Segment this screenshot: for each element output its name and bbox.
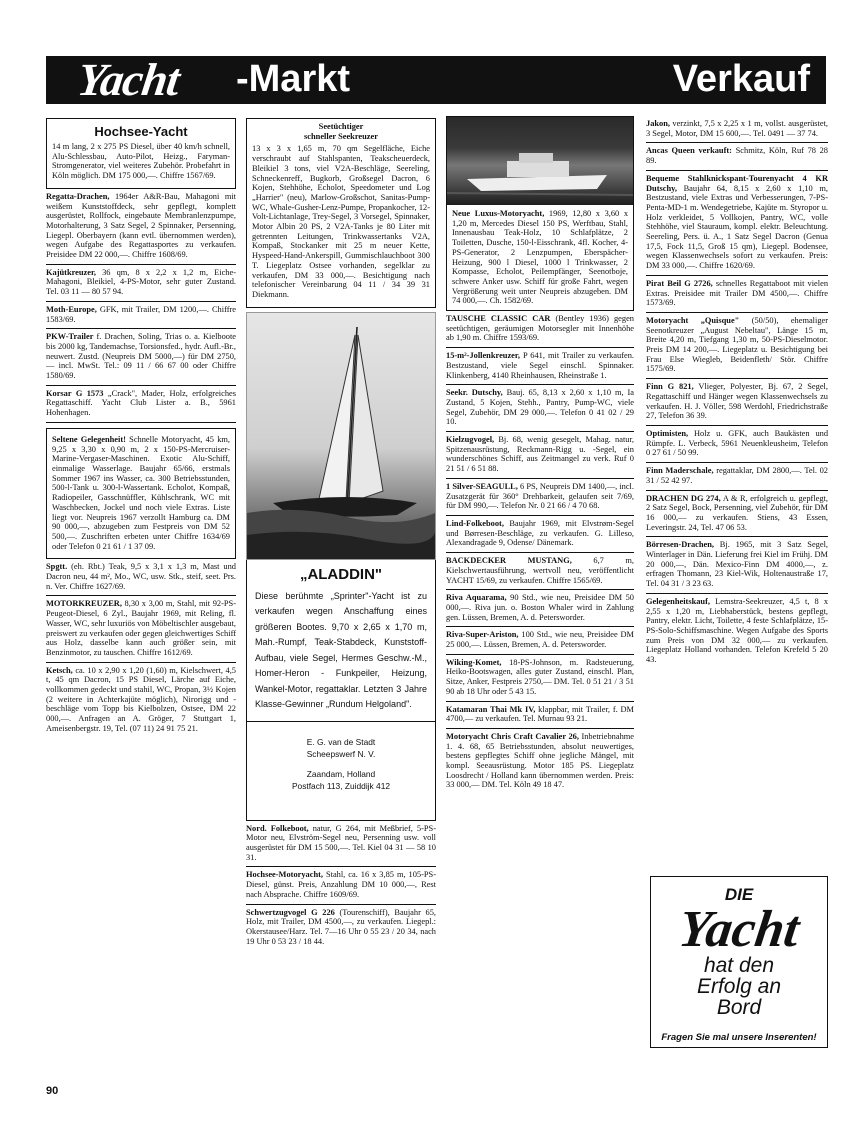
ad-text: (Tourenschiff), Baujahr 65, Holz, mit Trailer, DM 4500,—, zu verkaufen. Liegepl.: Okerstausee/Harz. Tel. 7—16 Uhr 0 55 23 / 20 34, nach 19 Uhr 0 53 23 / 18 44. <box>246 907 436 946</box>
ad-head: 15-m²-Jollenkreuzer, <box>446 351 520 361</box>
ad-head: Motoryacht Chris Craft Cavalier 26, <box>446 731 579 741</box>
ad-title-line1: Seetüchtiger <box>318 122 364 131</box>
classified-ad <box>446 627 634 654</box>
ad-text: (eh. Rbt.) Teak, 9,5 x 3,1 x 1,3 m, Mast und Dacron neu, 44 m², Mo., WC, usw. Stk., steif, seet. Prs. n. Ver. Chiffre 1627/69. <box>46 562 236 591</box>
column-2 <box>246 116 436 1082</box>
ad-head: TAUSCHE CLASSIC CAR <box>446 314 551 324</box>
yacht-promo-box <box>650 876 828 1048</box>
ad-head: Spgtt. <box>46 562 68 572</box>
ad-text: Bauj. 65, 8,13 x 2,60 x 1,10 m, Ia Zustand, 5 Kojen, Stehh., Pantry, Pump-WC, viele Segel, Zubehör, DM 29 000,—. Telefon 0 41 02 / 29 10. <box>446 388 634 427</box>
ad-head: Bequeme Stahlknickspant-Tourenyacht 4 KR Dutschy, <box>646 173 828 193</box>
ad-text: 13 x 3 x 1,65 m, 70 qm Segelfläche, Eiche verschraubt auf Stahlspanten, Teakscheuerdeck, Bleikiel 3 tons, viel V2A-Beschläge, Seereling, Schneckenreff, Bugkorb, Großsegel Dacron, 6 Kojen, Stehhöhe, Echolot, Speedometer und Log „Harrier" (neu), Marlow-Großschot, Sanitas-Pump-WC, Whale-Gusher-Lenz-Pumpe, Propankocher, 12-Volt-Lichtanlage, Trey-Segel, 3 Vorsegel, Spinnaker, Motor Albin 20 PS, 2 V2A-Tanks je 80 Liter mit getrennten Leitungen, Trinkwassertanks V2A, Kompaß, Stockanker mit 25 m neuer Kette, Hyspeed-Hand-Ankerspill, Gummischlauchboot 300 T. Liegeplatz Ostsee vorhanden, segelklar zu verkaufen, DM 33 000,—. Besichtigung nach telefonischer Vereinbarung 04 11 / 34 39 31 Diekmann. <box>252 144 430 299</box>
ad-text: 14 m lang, 2 x 275 PS Diesel, über 40 km/h schnell, Alu-Schlessbau, Auto-Pilot, Heizg., Faryman-Stromgenerator, viel weiteres Zubehör. Probefahrt in Köln möglich. DM 175 000,—. Chiffre 1567/69. <box>52 142 230 181</box>
promo-line-1: hat den <box>703 954 775 977</box>
ad-text: Bj. 1965, mit 3 Satz Segel, Winterlager in Dän. Lieferung frei Kiel im Frühj. DM 20 000,—, Dän. Mexico-Finn DM 4000,—, z. erfragen Thomann, 23 Kiel-Wik, Holtenaustraße 17, Tel. 04 31 / 3 23 63. <box>646 540 828 589</box>
promo-footer: Fragen Sie mal unsere Inserenten! <box>661 1032 817 1043</box>
contact-city: Zaandam, Holland <box>306 768 376 779</box>
classified-ad <box>646 276 828 313</box>
ad-head: Ancas Queen verkauft: <box>646 146 732 156</box>
ad-text: GFK, mit Trailer, DM 1200,—. Chiffre 1583/69. <box>46 304 236 324</box>
ad-head: Wiking-Komet, <box>446 657 502 667</box>
ad-head: Kielzugvogel, <box>446 435 495 445</box>
page-banner <box>46 56 826 104</box>
classified-ad <box>46 265 236 302</box>
ad-head: Nord. Folkeboot, <box>246 823 309 833</box>
sailboat-illustration <box>247 313 435 559</box>
ad-text: „Crack", Mader, Holz, erfolgreiches Regattaschiff. Yacht Club Lister a. B., 5961 Hohenhagen. <box>46 388 236 418</box>
classified-ad <box>46 302 236 329</box>
contact-address: Postfach 113, Zuiddijk 412 <box>291 780 391 791</box>
ad-text: 8,30 x 3,00 m, Stahl, mit 92-PS-Peugeot-Diesel, 6 Zyl., Baujahr 1969, mit Reling, fl. Wasser, WC, sehr luxuriös von Möbeltischler ausgebaut, preiswert zu verkaufen oder gegen gleichwertiges Schiff aus Holz, dasselbe kann auch größer sein, mit Benzinmotor, zu tauschen. Chiffre 1612/69. <box>46 599 236 657</box>
ad-text: f. Drachen, Soling, Trias o. a. Kielboote bis 2000 kg, Tandemachse, Torsionsfed., hydr. Aufl.-Br., neuwert. Zustd. (Neupreis DM 5000,—) für DM 2750,— incl. MwSt. Tel.: 09 11 / 66 67 00 oder Chiffre 1580/69. <box>46 332 236 381</box>
ad-text: (Bentley 1936) gegen seetüchtigen, geräumigen Motorsegler mit Innenhöhe ab 1,90 m. Chiffre 1593/69. <box>446 314 634 343</box>
ad-text: A & R, erfolgreich u. gepflegt, 2 Satz Segel, Bock, Persenning, viel Zubehör, für DM 16 000,— zu verkaufen. Stiens, 43 Essen, Leveringstr. 24, Tel. 47 06 53. <box>646 493 828 532</box>
aladdin-ad <box>246 560 436 722</box>
promo-die: DIE <box>724 885 754 904</box>
ad-text: natur, G 264, mit Meßbrief, 5-PS-Motor neu, Elvström-Segel neu, Persenning usw. voll ausgerüstet für DM 15 500,—. Tel. Kiel 04 31 — 58 10 31. <box>246 823 436 862</box>
sailboat-photo <box>246 312 436 560</box>
ad-head: 1 Silver-SEAGULL, <box>446 481 518 491</box>
seltene-gelegenheit-ad <box>46 428 236 559</box>
ad-head: Kajütkreuzer, <box>46 267 97 277</box>
classified-ad <box>646 537 828 594</box>
page-number: 90 <box>46 1085 59 1097</box>
classified-ad <box>46 329 236 386</box>
promo-yacht-logo: Yacht <box>675 901 803 958</box>
ad-head: Motoryacht „Quisque" <box>646 315 740 325</box>
ad-head: Finn G 821, <box>646 382 694 392</box>
promo-line-2: Erfolg an <box>696 975 782 998</box>
classified-ad <box>46 189 236 265</box>
classified-ad <box>646 171 828 276</box>
classified-ad <box>646 594 828 669</box>
ad-text: Vlieger, Polyester, Bj. 67, 2 Segel, Regattaschiff und Hänger wegen Klassenwechsels zu verkaufen. H. J. Völler, 598 Werdohl, Friedrichstraße 27, Telefon 36 39. <box>646 382 828 421</box>
motoryacht-illustration <box>447 117 633 205</box>
ad-head: Neue Luxus-Motoryacht, <box>452 209 545 218</box>
contact-company: Scheepswerf N. V. <box>306 748 376 759</box>
ad-text: Schnelle Motoryacht, 45 km, 9,25 x 3,30 x 0,90 m, 2 x 150-PS-Mercruiser-Marine-Vergaser-Maschinen. Exotic Alu-Schiff, einmalige Wasserlage. Baujahr 65/66, erstmals Sommer 1967 ins Wasser, ca. 300 Betriebsstunden, 500-l-Tank u. 300-l-Wassertank. Echolot, Kompaß, Radiopeiler, Gasschnüffler, Kühlschrank, WC mit Waschbecken, Jockel und noch viele Extras. Liste liegt vor. Neupreis 1967 verzollt Hamburg ca. DM 90 000,—, abzugeben zum Festpreis von DM 52 500,—. Zuschriften erbeten unter Chiffre 1634/69 oder Telefon 0 21 61 / 1 37 09. <box>52 434 231 551</box>
ad-head: Börresen-Drachen, <box>646 540 714 550</box>
column-1 <box>46 116 236 1082</box>
ad-text: 1964er A&R-Bau, Mahagoni mit weißem Kunststoffdeck, sehr gepflegt, komplett ausgerüstet, Rollfock, eingebaute Membranlenzpumpe, Motorhalterung, 3 Satz Segel, 2 Spinnaker, Persenning, Liegepl. Oberbayern (kann evtl. übernommen werden), wegen Aufgabe des Regattasportes zu verkaufen. Preisidee DM 22 000,—. Chiffre 1608/69. <box>46 191 236 260</box>
ad-head: Jakon, <box>646 119 670 128</box>
contact-name: E. G. van de Stadt <box>306 736 376 747</box>
ad-head: Regatta-Drachen, <box>46 191 110 201</box>
ad-text: ca. 10 x 2,90 x 1,20 (1,60) m, Kielschwert, 4,5 t, 45 qm Dacron, 15 PS Diesel, Lärche auf Eiche, vollkommen gedeckt und stahil, WC, Propan, 3½ Kojen (2 weitere in Achterkajüte möglich), Nirorigg und -beschläge vom Topp bis Kielbolzen, Ostsee, DM 22 000,—. Anfragen an A. Gröger, 7 Stuttgart 1, Ameisenbergstr. 19, Tel. (07 11) 24 91 75 21. <box>46 665 236 733</box>
van-de-stadt-contact <box>246 722 436 821</box>
ad-text: Baujahr 64, 8,15 x 2,60 x 1,10 m, Bestzustand, viele Extras und Verbesserungen, 7-PS-Penta-MD-1 m. Wendegetriebe, Kajüte m. Styropor u. Holz verkleidet, 5 Vollkojen, Pantry, WC, volle Stehhöhe, viel Stauraum, kompl. elektr. Beleuchtung. Seereling, Pers. ü. A., 1 Satz Segel Dacron (Genua 17,5, Fock 11,5, Groß 15 qm), Liegepl. Bodensee, wegen Klassenwechsels sofort zu verkaufen. Preis: DM 33 000,—. Chiffre 1620/69. <box>646 183 828 271</box>
banner-verkauf: Verkauf <box>672 58 810 100</box>
ad-head: Lind-Folkeboot, <box>446 518 504 528</box>
ad-body <box>447 207 633 310</box>
classified-ad <box>246 867 436 904</box>
ad-head: Gelegenheitskauf, <box>646 596 710 606</box>
classified-ad <box>646 379 828 426</box>
ad-title-line2: schneller Seekreuzer <box>304 131 378 141</box>
banner-yacht-logo: Yacht <box>74 54 183 105</box>
ad-head: Hochsee-Motoryacht, <box>246 870 323 880</box>
ad-head: Seltene Gelegenheit! <box>52 434 126 444</box>
ad-head: MOTORKREUZER, <box>46 599 122 609</box>
ad-text: 18-PS-Johnson, m. Radsteuerung, Heiko-Bootswagen, alles guter Zustand, einschl. Plan, Sitze, Anker, Festpreis 2750,— DM. Tel. 0 51 21 / 3 51 90 ab 18 Uhr oder 5 43 15. <box>446 657 634 696</box>
classified-ad <box>46 386 236 423</box>
classified-ad <box>446 516 634 553</box>
ad-text: Bj. 68, wenig gesegelt, Mahag. natur, Spitzenausrüstung, Reckmann-Rigg u. -Segel, ein wunderschönes Schiff, aus Zeitmangel zu verk. Ruf 0 21 51 / 6 51 88. <box>446 435 634 474</box>
promo-line-3: Bord <box>716 996 762 1019</box>
column-3 <box>446 116 634 1082</box>
classified-ad <box>446 655 634 702</box>
classified-ad <box>446 553 634 590</box>
ad-text: Lemstra-Seekreuzer, 4,5 t, 8 x 2,55 x 1,20 m, Liebhaberstück, bestens gepflegt, Pantry, elektr. Licht, Toilette, 4 feste Schlafplätze, 15-PS-Solo-Schiffsmaschine. Wegen Aufgabe des Sports zum Preis von DM 32 000,— zu verkaufen. Liegeplatz Holland vorhanden. Telefon Krefeld 5 20 43. <box>646 596 828 665</box>
classified-ad <box>646 491 828 538</box>
classified-ad <box>446 729 634 794</box>
ad-text: 1969, 12,80 x 3,60 x 1,20 m, Mercedes Diesel 150 PS, Werftbau, Stahl, Innenausbau Teak-Holz, 10 Schlafplätze, 2 Toiletten, Dusche, 150-l-Eisschrank, 4fl. Kocher, 4-PS-Generator, 2 Lenzpumpen, Eberspächer-Heizung, 900 l Diesel, 1000 l Trinkwasser, 2 Kompasse, Echolot, Peilempfänger, Seenotboje, schwere Anker usw. Schiff für große Fahrt, wegen Vergrößerung weit unter Neupreis abzugeben. DM 74 000,—. Ch. 1582/69. <box>452 209 629 306</box>
ad-body <box>52 432 230 555</box>
classified-ad <box>46 596 236 662</box>
ad-text: klappbar, mit Trailer, f. DM 4700,— zu verkaufen. Tel. Murnau 93 21. <box>446 704 634 724</box>
ad-text: regattaklar, DM 2800,—. Tel. 02 31 / 52 42 97. <box>646 466 828 485</box>
classified-ad <box>46 559 236 596</box>
ad-head: Pirat Beil G 2726, <box>646 278 713 288</box>
classified-ad <box>446 432 634 479</box>
classified-ad <box>446 702 634 729</box>
ad-head: Schwertzugvogel G 226 <box>246 907 335 917</box>
classified-ad <box>446 479 634 516</box>
ad-head: DRACHEN DG 274, <box>646 493 721 503</box>
classified-ad <box>246 905 436 951</box>
aladdin-text: Diese berühmte „Sprinter"-Yacht ist zu verkaufen wegen Anschaffung eines größeren Bootes. 9,70 x 2,65 x 1,70 m, Mah.-Rumpf, Teak-Stabdeck, Kunststoff-Aufbau, viele Segel, Hermes Geschw.-M., Homer-Heron - Funkpeiler, Heizung, Wankel-Motor, regattaklar. Letzten 3 Jahre Klasse-Gewinner „Rundum Helgoland". <box>255 590 427 710</box>
ad-head: Seekr. Dutschy, <box>446 388 503 398</box>
classified-ad <box>446 385 634 432</box>
ad-text: 100 Std., wie neu, Preisidee DM 25 000,—. Lüssen, Bremen, A. d. Petersworder. <box>446 630 634 650</box>
classified-ad <box>446 348 634 385</box>
classified-ad <box>646 143 828 170</box>
ad-head: Riva-Super-Ariston, <box>446 630 519 640</box>
ad-title: Hochsee-Yacht <box>94 124 188 139</box>
ad-head: PKW-Trailer <box>46 332 94 342</box>
ad-text: schnelles Regattaboot mit vielen Extras. Preisidee mit Trailer DM 4500,—. Chiffre 1573/69. <box>646 278 828 308</box>
ad-text: Holz u. GFK, auch Baukästen und Rümpfe. L. Verbeck, 5961 Neuenkleusheim, Telefon 0 27 61 / 50 99. <box>646 428 828 458</box>
ad-head: Katamaran Thai Mk IV, <box>446 704 536 714</box>
classified-ad <box>246 821 436 868</box>
classified-ad <box>446 590 634 627</box>
ad-text: 90 Std., wie neu, Preisidee DM 50 000,—. Riva jun. o. Boston Whaler wird in Zahlung gen. Lüssen, Bremen, A. d. Petersworder. <box>446 593 634 622</box>
ad-text: Inbetriebnahme 1. 4. 68, 65 Betriebsstunden, absolut neuwertiges, bestens gepflegtes Schiff ohne jegliche Mängel, mit kompl. Seeausrüstung. Motor 185 PS. Liegeplatz Loosdrecht / Holland kann übernommen werden. Preis: 33 000,— DM. Tel. Köln 49 18 47. <box>446 731 634 790</box>
ad-text: Stahl, ca. 16 x 3,85 m, 105-PS-Diesel, günst. Preis, Anzahlung DM 10 000,—, Rest nach Absprache. Chiffre 1609/69. <box>246 870 436 899</box>
ad-head: Riva Aquarama, <box>446 593 507 603</box>
classified-ad <box>646 313 828 379</box>
banner-markt: -Markt <box>236 58 351 100</box>
classified-ad <box>646 426 828 463</box>
ad-text: 6,7 m, Kielschwertausführung, wertvoll neu, veröffentlicht YACHT 15/69, zu verkaufen. Chiffre 1565/69. <box>446 556 634 585</box>
motoryacht-photo <box>447 117 633 205</box>
hochsee-yacht-ad <box>46 118 236 189</box>
ad-head: Moth-Europe, <box>46 304 97 314</box>
ad-text: 36 qm, 8 x 2,2 x 1,2 m, Eiche-Mahagoni, Bleikiel, 4-PS-Motor, sehr guter Zustand. Tel. 03 11 — 80 57 94. <box>46 267 236 297</box>
ad-head: Ketsch, <box>46 665 73 675</box>
classified-ad <box>46 663 236 738</box>
ad-head: Optimisten, <box>646 428 689 438</box>
seekreuzer-ad <box>246 118 436 308</box>
ad-head: BACKDECKER MUSTANG, <box>446 556 572 566</box>
ad-text: verzinkt, 7,5 x 2,25 x 1 m, vollst. ausgerüstet, 3 Segel, Motor, DM 15 600,—. Tel. 0491 — 37 74. <box>646 119 828 138</box>
ad-text: P 641, mit Trailer zu verkaufen. Bestzustand, viele Segel einschl. Spinnaker. Klinkenberg, 4140 Rheinhausen, Rheinstraße 1. <box>446 351 634 380</box>
ad-text: Baujahr 1969, mit Elvstrøm-Segel und Børresen-Beschläge, zu verkaufen. G. Lilleso, Alexandragade 9, Odense/ Dänemark. <box>446 518 634 548</box>
aladdin-title: „ALADDIN" <box>299 565 383 583</box>
ad-head: Korsar G 1573 <box>46 388 104 398</box>
classified-ad <box>446 311 634 348</box>
column-4 <box>646 116 828 868</box>
ad-text: (50/50), ehemaliger Seenotkreuzer „August Nebeltau", Länge 15 m, Breite 4,20 m, Tiefgang 1,30 m, 50-PS-Dieselmotor. Preis DM 14 200,—. Liegeplatz u. Besichtigung bei Frau Else Wiegleb, Beidenfleth/ Stör. Chiffre 1575/69. <box>646 315 828 374</box>
ad-head: Finn Maderschale, <box>646 466 714 476</box>
classified-ad <box>646 116 828 143</box>
ad-text: 6 PS, Neupreis DM 1400,—, incl. Zusatzgerät für 360° Drehbarkeit, gelaufen seit 7/69, für DM 990,—. Telefon Nr. 0 21 66 / 4 70 68. <box>446 481 634 511</box>
ad-text: Schmitz, Köln, Ruf 78 28 89. <box>646 146 828 166</box>
luxus-motoryacht-ad <box>446 116 634 311</box>
classified-ad <box>646 463 828 490</box>
